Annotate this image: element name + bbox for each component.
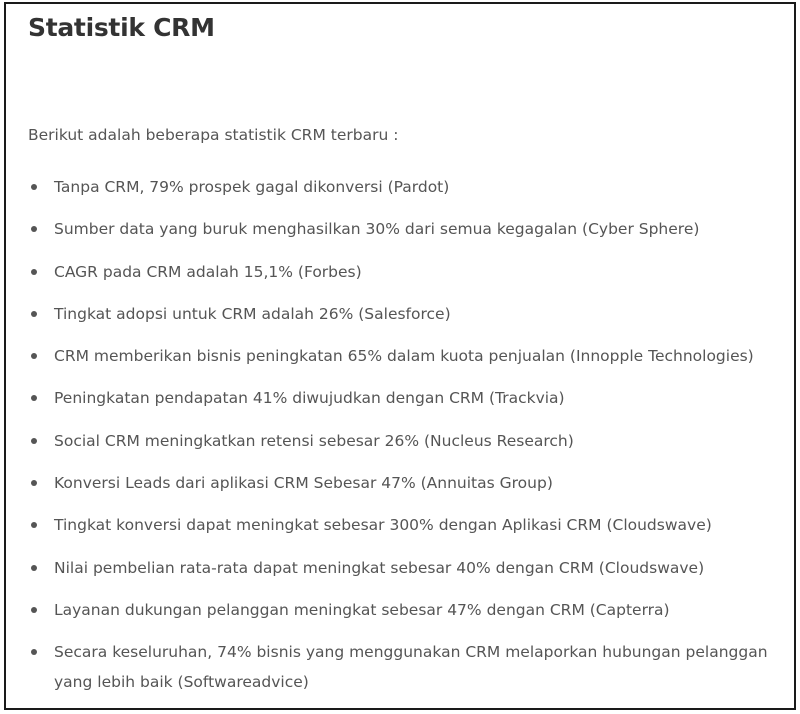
- list-item: [28, 637, 792, 697]
- list-item-text: Tingkat adopsi untuk CRM adalah 26% (Salesforce): [54, 304, 451, 323]
- list-item-text: Layanan dukungan pelanggan meningkat sebesar 47% dengan CRM (Capterra): [54, 600, 670, 619]
- list-item: [28, 257, 792, 287]
- list-item: [28, 426, 792, 456]
- article-title: Statistik CRM: [28, 13, 215, 42]
- bullet-dot-icon: [31, 480, 37, 486]
- list-item: [28, 595, 792, 625]
- bullet-dot-icon: [31, 395, 37, 401]
- list-item-text: Konversi Leads dari aplikasi CRM Sebesar 47% (Annuitas Group): [54, 474, 553, 493]
- bullet-dot-icon: [31, 311, 37, 317]
- list-item-text: CRM memberikan bisnis peningkatan 65% dalam kuota penjualan (Innopple Technologies): [54, 347, 754, 366]
- bullet-dot-icon: [31, 226, 37, 232]
- list-item-text: Tanpa CRM, 79% prospek gagal dikonversi (Pardot): [54, 178, 450, 196]
- list-item: [28, 553, 792, 583]
- bullet-dot-icon: [31, 607, 37, 613]
- list-item: [28, 468, 792, 498]
- list-item: [28, 510, 792, 540]
- list-item: [28, 172, 792, 202]
- list-item-text: Sumber data yang buruk menghasilkan 30% dari semua kegagalan (Cyber Sphere): [54, 220, 700, 239]
- list-item-text: Secara keseluruhan, 74% bisnis yang menggunakan CRM melaporkan hubungan pelanggan yang lebih baik (Softwareadvice): [54, 643, 768, 692]
- list-item: [28, 299, 792, 329]
- article-frame: [4, 2, 796, 710]
- list-item-text: Peningkatan pendapatan 41% diwujudkan dengan CRM (Trackvia): [54, 389, 565, 408]
- bullet-dot-icon: [31, 353, 37, 359]
- article-intro: Berikut adalah beberapa statistik CRM terbaru :: [28, 126, 399, 144]
- list-item-text: CAGR pada CRM adalah 15,1% (Forbes): [54, 262, 362, 281]
- bullet-dot-icon: [31, 269, 37, 275]
- list-item: [28, 214, 792, 244]
- bullet-dot-icon: [31, 649, 37, 655]
- bullet-dot-icon: [31, 184, 37, 190]
- list-item-text: Nilai pembelian rata-rata dapat meningkat sebesar 40% dengan CRM (Cloudswave): [54, 558, 705, 577]
- bullet-dot-icon: [31, 438, 37, 444]
- list-item: [28, 383, 792, 413]
- list-item: [28, 341, 792, 371]
- list-item-text: Social CRM meningkatkan retensi sebesar 26% (Nucleus Research): [54, 431, 574, 450]
- bullet-dot-icon: [31, 522, 37, 528]
- list-item-text: Tingkat konversi dapat meningkat sebesar 300% dengan Aplikasi CRM (Cloudswave): [54, 516, 712, 535]
- stat-list: [28, 172, 792, 710]
- bullet-dot-icon: [31, 565, 37, 571]
